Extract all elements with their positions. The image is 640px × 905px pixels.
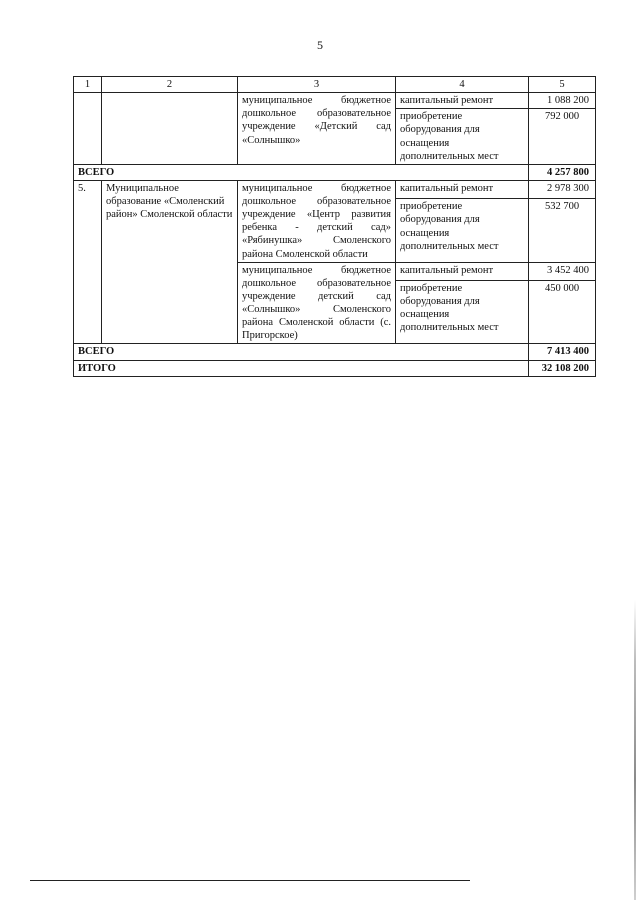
subtotal-label: ВСЕГО — [74, 344, 529, 360]
table-row — [74, 180, 596, 198]
work-type-cell: приобретение оборудования для оснащения дополнительных мест — [396, 281, 529, 344]
scan-margin-streak — [634, 600, 636, 900]
subtotal-value: 4 257 800 — [529, 164, 596, 180]
work-type-cell: капитальный ремонт — [396, 180, 529, 198]
amount-cell: 2 978 300 — [529, 180, 596, 198]
subtotal-label: ВСЕГО — [74, 164, 529, 180]
column-header: 1 — [74, 77, 102, 93]
amount-cell: 450 000 — [529, 281, 596, 344]
grand-total-row — [74, 360, 596, 376]
institution-cell: муниципальное бюджетное дошкольное образовательное учреждение «Детский сад «Солнышко» — [238, 93, 396, 165]
institution-cell: муниципальное бюджетное дошкольное образовательное учреждение детский сад «Солнышко» Смоленского района Смоленской области (с. Пригорское) — [238, 262, 396, 344]
work-type-cell: капитальный ремонт — [396, 262, 529, 280]
work-type-cell: приобретение оборудования для оснащения дополнительных мест — [396, 109, 529, 165]
municipality-cell: Муниципальное образование «Смоленский район» Смоленской области — [102, 180, 238, 344]
subtotal-value: 7 413 400 — [529, 344, 596, 360]
table-header-row — [74, 77, 596, 93]
column-header: 2 — [102, 77, 238, 93]
row-number-cell: 5. — [74, 180, 102, 344]
grand-total-value: 32 108 200 — [529, 360, 596, 376]
amount-cell: 3 452 400 — [529, 262, 596, 280]
subtotal-row — [74, 344, 596, 360]
amount-cell: 792 000 — [529, 109, 596, 165]
grand-total-label: ИТОГО — [74, 360, 529, 376]
column-header: 4 — [396, 77, 529, 93]
funding-table — [73, 76, 596, 377]
work-type-cell: приобретение оборудования для оснащения дополнительных мест — [396, 199, 529, 262]
table-row — [74, 93, 596, 109]
bottom-rule — [30, 880, 470, 881]
amount-cell: 1 088 200 — [529, 93, 596, 109]
row-number-cell — [74, 93, 102, 165]
municipality-cell — [102, 93, 238, 165]
column-header: 3 — [238, 77, 396, 93]
subtotal-row — [74, 164, 596, 180]
work-type-cell: капитальный ремонт — [396, 93, 529, 109]
page-number: 5 — [317, 38, 323, 52]
amount-cell: 532 700 — [529, 199, 596, 262]
column-header: 5 — [529, 77, 596, 93]
institution-cell: муниципальное бюджетное дошкольное образовательное учреждение «Центр развития ребенка - детский сад» «Рябинушка» Смоленского района Смоленской области — [238, 180, 396, 262]
